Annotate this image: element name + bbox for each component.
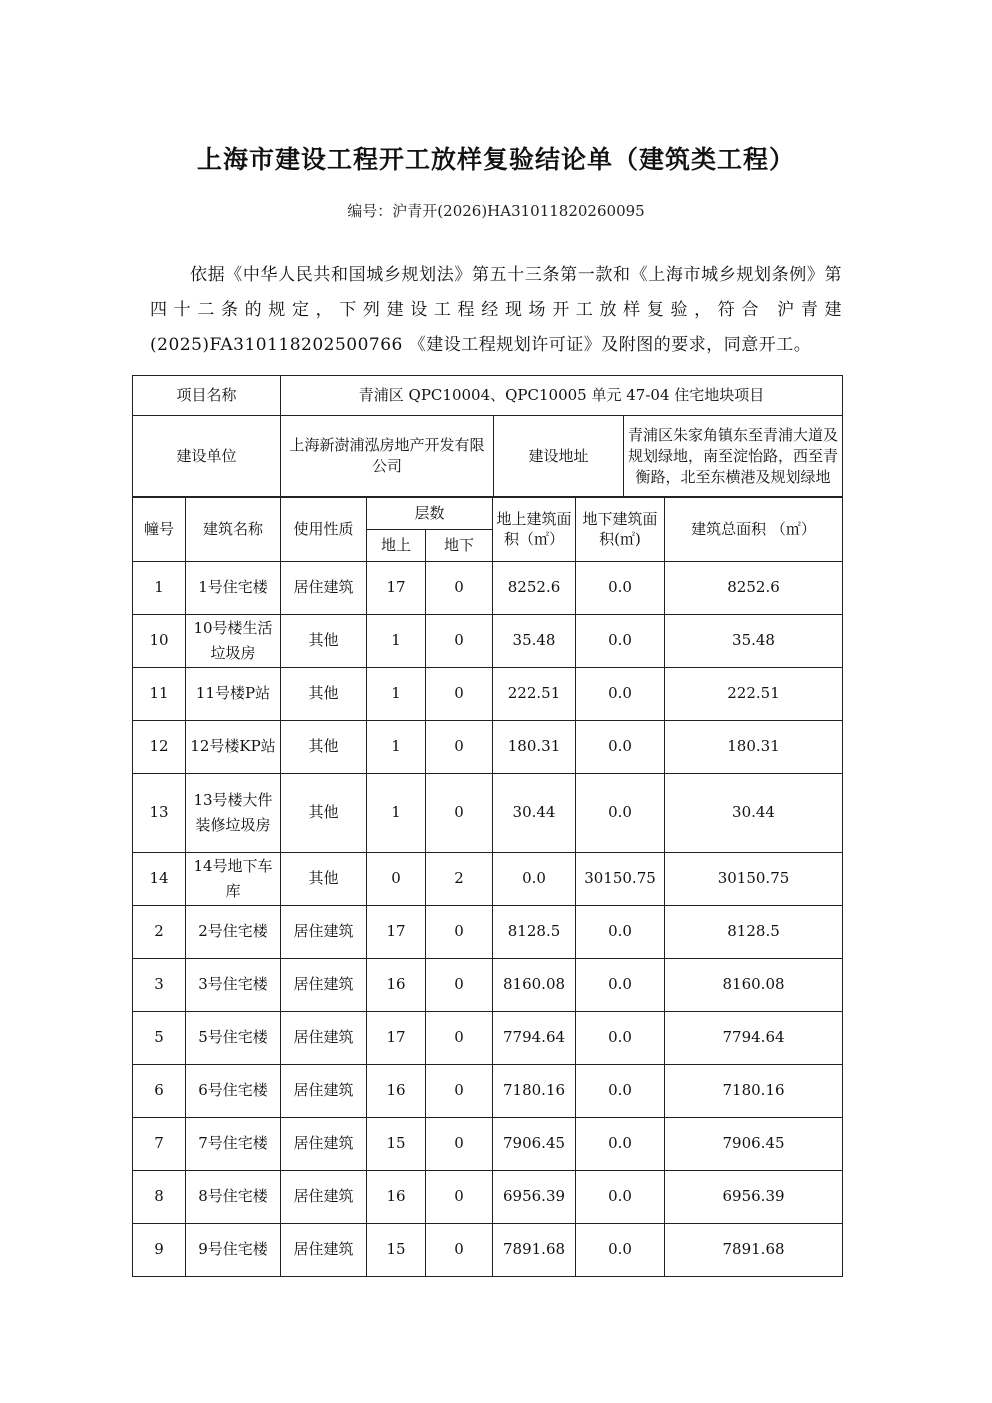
area-above-cell: 8160.08 [493, 958, 576, 1011]
building-name-cell: 13号楼大件装修垃圾房 [186, 773, 281, 852]
project-info-table [132, 375, 843, 497]
building-name-cell: 9号住宅楼 [186, 1223, 281, 1276]
floors-below-cell: 0 [426, 1011, 493, 1064]
header-no: 幢号 [133, 497, 186, 561]
floors-below-cell: 0 [426, 1117, 493, 1170]
builder-row [133, 416, 843, 497]
building-no-cell: 5 [133, 1011, 186, 1064]
building-use-cell: 其他 [281, 614, 367, 667]
floors-below-cell: 0 [426, 561, 493, 614]
building-no-cell: 13 [133, 773, 186, 852]
area-above-cell: 6956.39 [493, 1170, 576, 1223]
table-row [133, 852, 843, 905]
floors-above-cell: 17 [367, 561, 426, 614]
building-name-cell: 6号住宅楼 [186, 1064, 281, 1117]
area-below-cell: 0.0 [576, 720, 665, 773]
area-total-cell: 7906.45 [665, 1117, 843, 1170]
table-row [133, 905, 843, 958]
header-row [133, 497, 843, 529]
area-total-cell: 180.31 [665, 720, 843, 773]
table-row [133, 1170, 843, 1223]
builder-label: 建设单位 [133, 416, 281, 497]
address-value: 青浦区朱家角镇东至青浦大道及规划绿地，南至淀怡路，西至青衡路，北至东横港及规划绿地 [624, 416, 843, 497]
document-number: 编号：沪青开(2026)HA31011820260095 [347, 202, 645, 220]
building-use-cell: 其他 [281, 852, 367, 905]
area-total-cell: 30.44 [665, 773, 843, 852]
header-area-total: 建筑总面积 （㎡） [665, 497, 843, 561]
area-below-cell: 0.0 [576, 905, 665, 958]
table-body [133, 561, 843, 1276]
floors-above-cell: 15 [367, 1117, 426, 1170]
area-above-cell: 8128.5 [493, 905, 576, 958]
building-use-cell: 居住建筑 [281, 1117, 367, 1170]
building-no-cell: 9 [133, 1223, 186, 1276]
building-name-cell: 11号楼P站 [186, 667, 281, 720]
area-above-cell: 0.0 [493, 852, 576, 905]
building-no-cell: 10 [133, 614, 186, 667]
area-above-cell: 7180.16 [493, 1064, 576, 1117]
header-floors-below: 地下 [426, 529, 493, 561]
building-use-cell: 居住建筑 [281, 958, 367, 1011]
area-total-cell: 8252.6 [665, 561, 843, 614]
area-above-cell: 30.44 [493, 773, 576, 852]
building-no-cell: 7 [133, 1117, 186, 1170]
table-row [133, 614, 843, 667]
area-above-cell: 7794.64 [493, 1011, 576, 1064]
floors-above-cell: 16 [367, 1170, 426, 1223]
area-below-cell: 30150.75 [576, 852, 665, 905]
area-total-cell: 8160.08 [665, 958, 843, 1011]
project-name-row [133, 376, 843, 416]
building-name-cell: 2号住宅楼 [186, 905, 281, 958]
building-name-cell: 12号楼KP站 [186, 720, 281, 773]
building-name-cell: 14号地下车库 [186, 852, 281, 905]
building-use-cell: 居住建筑 [281, 1170, 367, 1223]
area-total-cell: 8128.5 [665, 905, 843, 958]
building-name-cell: 8号住宅楼 [186, 1170, 281, 1223]
building-no-cell: 11 [133, 667, 186, 720]
building-use-cell: 居住建筑 [281, 1223, 367, 1276]
header-name: 建筑名称 [186, 497, 281, 561]
floors-below-cell: 0 [426, 773, 493, 852]
floors-above-cell: 17 [367, 905, 426, 958]
building-use-cell: 其他 [281, 773, 367, 852]
area-below-cell: 0.0 [576, 773, 665, 852]
header-area-below: 地下建筑面积(㎡) [576, 497, 665, 561]
area-above-cell: 222.51 [493, 667, 576, 720]
header-floors-above: 地上 [367, 529, 426, 561]
area-below-cell: 0.0 [576, 1170, 665, 1223]
building-use-cell: 居住建筑 [281, 905, 367, 958]
building-no-cell: 6 [133, 1064, 186, 1117]
building-name-cell: 1号住宅楼 [186, 561, 281, 614]
area-below-cell: 0.0 [576, 667, 665, 720]
floors-below-cell: 2 [426, 852, 493, 905]
area-total-cell: 35.48 [665, 614, 843, 667]
area-above-cell: 35.48 [493, 614, 576, 667]
floors-below-cell: 0 [426, 1064, 493, 1117]
table-row [133, 1117, 843, 1170]
building-no-cell: 1 [133, 561, 186, 614]
area-total-cell: 7794.64 [665, 1011, 843, 1064]
building-use-cell: 居住建筑 [281, 1064, 367, 1117]
table-row [133, 1011, 843, 1064]
floors-above-cell: 1 [367, 614, 426, 667]
area-above-cell: 7906.45 [493, 1117, 576, 1170]
area-total-cell: 6956.39 [665, 1170, 843, 1223]
building-use-cell: 居住建筑 [281, 561, 367, 614]
header-floors: 层数 [367, 497, 493, 529]
building-use-cell: 其他 [281, 720, 367, 773]
table-row [133, 1223, 843, 1276]
building-use-cell: 居住建筑 [281, 1011, 367, 1064]
building-name-cell: 7号住宅楼 [186, 1117, 281, 1170]
floors-below-cell: 0 [426, 958, 493, 1011]
floors-above-cell: 1 [367, 720, 426, 773]
floors-below-cell: 0 [426, 905, 493, 958]
floors-above-cell: 1 [367, 667, 426, 720]
builder-value: 上海新澍浦泓房地产开发有限公司 [281, 416, 494, 497]
address-label: 建设地址 [494, 416, 624, 497]
area-below-cell: 0.0 [576, 1117, 665, 1170]
area-below-cell: 0.0 [576, 561, 665, 614]
project-name-label: 项目名称 [133, 376, 281, 416]
floors-above-cell: 1 [367, 773, 426, 852]
buildings-table [132, 496, 843, 1277]
building-no-cell: 12 [133, 720, 186, 773]
area-total-cell: 7891.68 [665, 1223, 843, 1276]
floors-above-cell: 17 [367, 1011, 426, 1064]
area-above-cell: 180.31 [493, 720, 576, 773]
floors-below-cell: 0 [426, 667, 493, 720]
table-row [133, 773, 843, 852]
header-use: 使用性质 [281, 497, 367, 561]
header-area-above: 地上建筑面积（㎡） [493, 497, 576, 561]
building-name-cell: 3号住宅楼 [186, 958, 281, 1011]
area-below-cell: 0.0 [576, 1011, 665, 1064]
floors-below-cell: 0 [426, 720, 493, 773]
building-use-cell: 其他 [281, 667, 367, 720]
area-above-cell: 7891.68 [493, 1223, 576, 1276]
table-row [133, 561, 843, 614]
floors-above-cell: 15 [367, 1223, 426, 1276]
area-above-cell: 8252.6 [493, 561, 576, 614]
area-below-cell: 0.0 [576, 614, 665, 667]
floors-below-cell: 0 [426, 1170, 493, 1223]
floors-above-cell: 16 [367, 1064, 426, 1117]
building-no-cell: 14 [133, 852, 186, 905]
table-row [133, 1064, 843, 1117]
area-total-cell: 222.51 [665, 667, 843, 720]
area-below-cell: 0.0 [576, 1223, 665, 1276]
area-total-cell: 7180.16 [665, 1064, 843, 1117]
floors-below-cell: 0 [426, 614, 493, 667]
intro-paragraph: 依据《中华人民共和国城乡规划法》第五十三条第一款和《上海市城乡规划条例》第四十二条的规定，下列建设工程经现场开工放样复验，符合 沪青建(2025)FA310118202500766 《建设工程规划许可证》及附图的要求，同意开工。 [150, 265, 842, 355]
table-row [133, 667, 843, 720]
building-name-cell: 5号住宅楼 [186, 1011, 281, 1064]
floors-above-cell: 0 [367, 852, 426, 905]
document-title: 上海市建设工程开工放样复验结论单（建筑类工程） [196, 145, 795, 174]
floors-below-cell: 0 [426, 1223, 493, 1276]
building-no-cell: 3 [133, 958, 186, 1011]
building-no-cell: 8 [133, 1170, 186, 1223]
floors-above-cell: 16 [367, 958, 426, 1011]
project-name-value: 青浦区 QPC10004、QPC10005 单元 47-04 住宅地块项目 [281, 376, 843, 416]
area-total-cell: 30150.75 [665, 852, 843, 905]
table-row [133, 720, 843, 773]
building-name-cell: 10号楼生活垃圾房 [186, 614, 281, 667]
area-below-cell: 0.0 [576, 958, 665, 1011]
building-no-cell: 2 [133, 905, 186, 958]
area-below-cell: 0.0 [576, 1064, 665, 1117]
table-row [133, 958, 843, 1011]
